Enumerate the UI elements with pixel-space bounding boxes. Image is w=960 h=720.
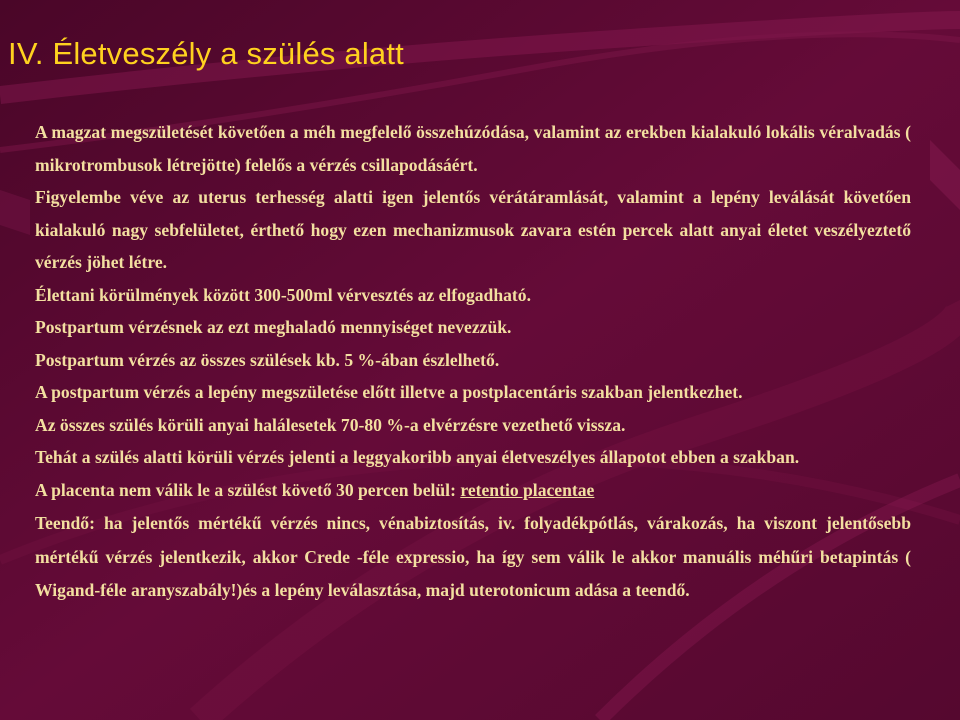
paragraph-4: Postpartum vérzésnek az ezt meghaladó mennyiséget nevezzük. xyxy=(35,317,512,337)
paragraph-2: Figyelembe véve az uterus terhesség alatti igen jelentős vérátáramlását, valamint a lepény leválását követően kialakuló nagy sebfelületet, érthető hogy ezen mechanizmusok zavara estén percek alatt anyai életet veszélyeztető vérzés jöhet létre. xyxy=(35,187,911,272)
paragraph-9 xyxy=(35,474,911,508)
paragraph-1: A magzat megszületését követően a méh megfelelő összehúzódása, valamint az erekben kialakuló lokális véralvadás ( mikrotrombusok létrejötte) felelős a vérzés csillapodásáért. xyxy=(35,122,911,175)
paragraph-6: A postpartum vérzés a lepény megszületése előtt illetve a postplacentáris szakban jelentkezhet. xyxy=(35,382,743,402)
paragraph-10: Teendő: ha jelentős mértékű vérzés nincs, vénabiztosítás, iv. folyadékpótlás, várakozás, ha viszont jelentősebb mértékű vérzés jelentkezik, akkor Crede -féle expressio, ha így sem válik le akkor manuális méhűri betapintás ( Wigand-féle aranyszabály!)és a lepény leválasztása, majd uterotonicum adása a teendő. xyxy=(35,513,911,600)
slide-body xyxy=(35,116,911,608)
paragraph-3: Élettani körülmények között 300-500ml vérvesztés az elfogadható. xyxy=(35,284,531,305)
slide-title: IV. Életveszély a szülés alatt xyxy=(8,36,404,71)
retentio-placentae-link[interactable]: retentio placentae xyxy=(460,479,595,500)
paragraph-9-text: A placenta nem válik le a szülést követő 30 percen belül: xyxy=(35,479,461,500)
paragraph-8: Tehát a szülés alatti körüli vérzés jelenti a leggyakoribb anyai életveszélyes állapotot ebben a szakban. xyxy=(35,447,800,467)
paragraph-5: Postpartum vérzés az összes szülések kb. 5 %-ában észlelhető. xyxy=(35,349,500,370)
paragraph-7: Az összes szülés körüli anyai halálesetek 70-80 %-a elvérzésre vezethető vissza. xyxy=(35,414,626,435)
